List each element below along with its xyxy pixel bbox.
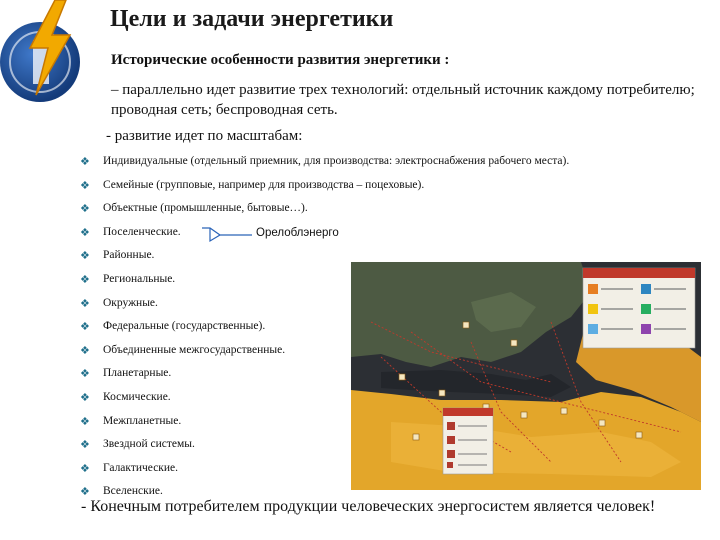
diamond-bullet-icon: ❖ [80,439,90,452]
section-subtitle: Исторические особенности развития энергетики : [111,52,450,68]
diamond-bullet-icon: ❖ [80,179,90,192]
diamond-bullet-icon: ❖ [80,226,90,239]
list-item-text: Вселенские. [103,485,163,498]
page-title: Цели и задачи энергетики [110,6,394,32]
list-item-text: Семейные (групповые, например для производства – поцеховые). [103,178,425,191]
diamond-bullet-icon: ❖ [80,297,90,310]
list-item-text: Галактические. [103,461,179,474]
diamond-bullet-icon: ❖ [80,250,90,263]
list-item-text: Объектные (промышленные, бытовые…). [103,202,308,215]
energy-logo-icon [0,0,90,110]
diamond-bullet-icon: ❖ [80,462,90,475]
list-item-text: Индивидуальные (отдельный приемник, для производства: электроснабжения рабочего места). [103,155,570,167]
list-item-text: Поселенческие. [103,225,181,238]
annotation-label: Орелоблэнерго [256,227,339,239]
diamond-bullet-icon: ❖ [80,203,90,216]
list-item-text: Космические. [103,390,171,403]
annotation-bracket [202,225,262,245]
list-item-text: Районные. [103,249,155,262]
diamond-bullet-icon: ❖ [80,415,90,428]
desertec-map-image [351,262,701,490]
list-item-text: Звездной системы. [103,438,195,451]
diamond-bullet-icon: ❖ [80,344,90,357]
list-item [80,178,569,202]
list-item-text: Окружные. [103,296,158,309]
list-item [80,154,569,178]
list-item-text: Объединенные межгосударственные. [103,343,286,356]
list-item-text: Региональные. [103,272,176,285]
conclusion-text: - Конечным потребителем продукции человеческих энергосистем является человек! [81,498,656,515]
diamond-bullet-icon: ❖ [80,273,90,286]
diamond-bullet-icon: ❖ [80,156,90,168]
scale-paragraph: - развитие идет по масштабам: [106,128,303,144]
diamond-bullet-icon: ❖ [80,486,90,499]
diamond-bullet-icon: ❖ [80,368,90,381]
list-item [80,201,569,225]
list-item-text: Межпланетные. [103,414,182,427]
diamond-bullet-icon: ❖ [80,321,90,334]
list-item-text: Планетарные. [103,367,172,380]
technology-paragraph: – параллельно идет развитие трех технологий: отдельный источник каждому потребителю; проводная сеть; беспроводная сеть. [111,82,695,118]
diamond-bullet-icon: ❖ [80,391,90,404]
list-item-text: Федеральные (государственные). [103,320,266,333]
